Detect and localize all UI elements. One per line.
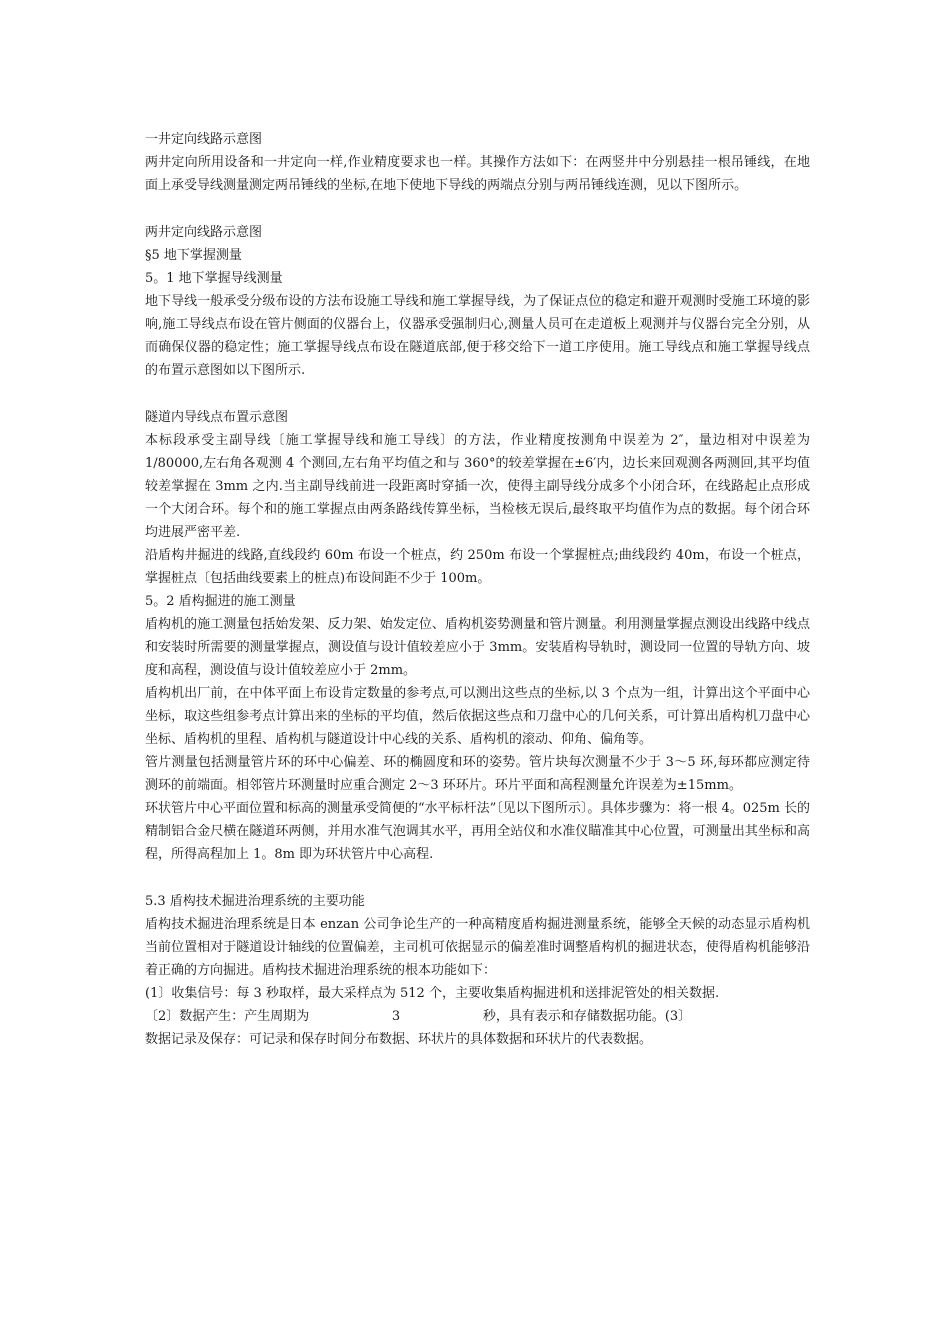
list-item-data-recording: 数据记录及保存：可记录和保存时间分布数据、环状片的具体数据和环状片的代表数据。 xyxy=(145,1032,653,1047)
list-item-data-generation: 〔2〕数据产生：产生周期为 3 秒，具有表示和存储数据功能。(3〕 xyxy=(145,1009,692,1024)
section-title-5-1: 5。1 地下掌握导线测量 xyxy=(145,271,283,286)
list-item-signal-collection: (1〕收集信号：每 3 秒取样，最大采样点为 512 个，主要收集盾构掘进机和送排泥管处的相关数据. xyxy=(145,986,720,1001)
paragraph-segment-survey: 管片测量包括测量管片环的环中心偏差、环的椭圆度和环的姿势。管片块每次测量不少于 3～5 环,每环都应测定待测环的前端面。相邻管片环测量时应重合测定 2～3 环环片。环片平面和高程测量允许误差为±15mm。 xyxy=(145,755,810,793)
spacer xyxy=(145,866,810,890)
section-title-5-3: 5.3 盾构技术掘进治理系统的主要功能 xyxy=(145,894,365,909)
paragraph-shield-reference-points: 盾构机出厂前，在中体平面上布设肯定数量的参考点,可以测出这些点的坐标,以 3 个点为一组，计算出这个平面中心坐标，取这些组参考点计算出来的坐标的平均值，然后依据这些点和刀盘中心的几何关系，可计算出盾构机刀盘中心坐标、盾构机的里程、盾构机与隧道设计中心线的关系、盾构机的滚动、仰角、偏角等。 xyxy=(145,686,810,747)
figure-caption-tunnel-points: 隧道内导线点布置示意图 xyxy=(145,410,289,425)
paragraph-underground-traverse: 地下导线一般承受分级布设的方法布设施工导线和施工掌握导线，为了保证点位的稳定和避开观测时受施工环境的影响,施工导线点布设在管片侧面的仪器台上，仪器承受强制归心,测量人员可在走道板上观测并与仪器台完全分别，从而确保仪器的稳定性；施工掌握导线点布设在隧道底部,便于移交给下一道工序使用。施工导线点和施工掌握导线点的布置示意图如以下图所示. xyxy=(145,294,810,378)
section-title-5-2: 5。2 盾构掘进的施工测量 xyxy=(145,594,296,609)
figure-placeholder xyxy=(145,382,810,406)
paragraph-main-sub-traverse: 本标段承受主副导线〔施工掌握导线和施工导线〕的方法，作业精度按测角中误差为 2″，量边相对中误差为 1/80000,左右角各观测 4 个测回,左右角平均值之和与 360°的较差掌握在±6′内，边长来回观测各两测回,其平均值较差掌握在 3mm 之内.当主副导线前进一段距离时穿插一次，使得主副导线分成多个小闭合环，在线路起止点形成一个大闭合环。每个和的施工掌握点由两条路线传算坐标，当检核无误后,最终取平均值作为点的数据。每个闭合环均进展严密平差. xyxy=(145,433,810,540)
paragraph-horizontal-rod-method: 环状管片中心平面位置和标高的测量承受简便的“水平标杆法”〔见以下图所示〕。具体步骤为：将一根 4。025m 长的精制铝合金尺横在隧道环两侧，并用水准气泡调其水平，再用全站仪和水准仪瞄准其中心位置，可测量出其坐标和高程，所得高程加上 1。8m 即为环状管片中心高程. xyxy=(145,801,810,862)
paragraph-stake-points: 沿盾构井掘进的线路,直线段约 60m 布设一个桩点，约 250m 布设一个掌握桩点;曲线段约 40m，布设一个桩点，掌握桩点〔包括曲线要素上的桩点)布设间距不少于 100m。 xyxy=(145,548,810,586)
figure-caption-one-shaft: 一井定向线路示意图 xyxy=(145,132,263,147)
figure-placeholder xyxy=(145,197,810,221)
paragraph-management-system: 盾构技术掘进治理系统是日本 enzan 公司争论生产的一种高精度盾构掘进测量系统，能够全天候的动态显示盾构机当前位置相对于隧道设计轴线的位置偏差，主司机可依据显示的偏差准时调整盾构机的掘进状态，使得盾构机能够沿着正确的方向掘进。盾构技术掘进治理系统的根本功能如下： xyxy=(145,917,810,978)
document-page xyxy=(145,128,810,1051)
figure-caption-two-shaft: 两井定向线路示意图 xyxy=(145,225,263,240)
paragraph-shield-construction-survey: 盾构机的施工测量包括始发架、反力架、始发定位、盾构机姿势测量和管片测量。利用测量掌握点测设出线路中线点和安装时所需要的测量掌握点，测设值与设计值较差应小于 3mm。安装盾构导轨时，测设同一位置的导轨方向、坡度和高程，测设值与设计值较差应小于 2mm。 xyxy=(145,617,810,678)
section-title-5: §5 地下掌握测量 xyxy=(145,248,242,263)
paragraph-two-shaft-orientation: 两井定向所用设备和一井定向一样,作业精度要求也一样。其操作方法如下：在两竖井中分别悬挂一根吊锤线，在地面上承受导线测量测定两吊锤线的坐标,在地下使地下导线的两端点分别与两吊锤线连测，见以下图所示。 xyxy=(145,155,810,193)
